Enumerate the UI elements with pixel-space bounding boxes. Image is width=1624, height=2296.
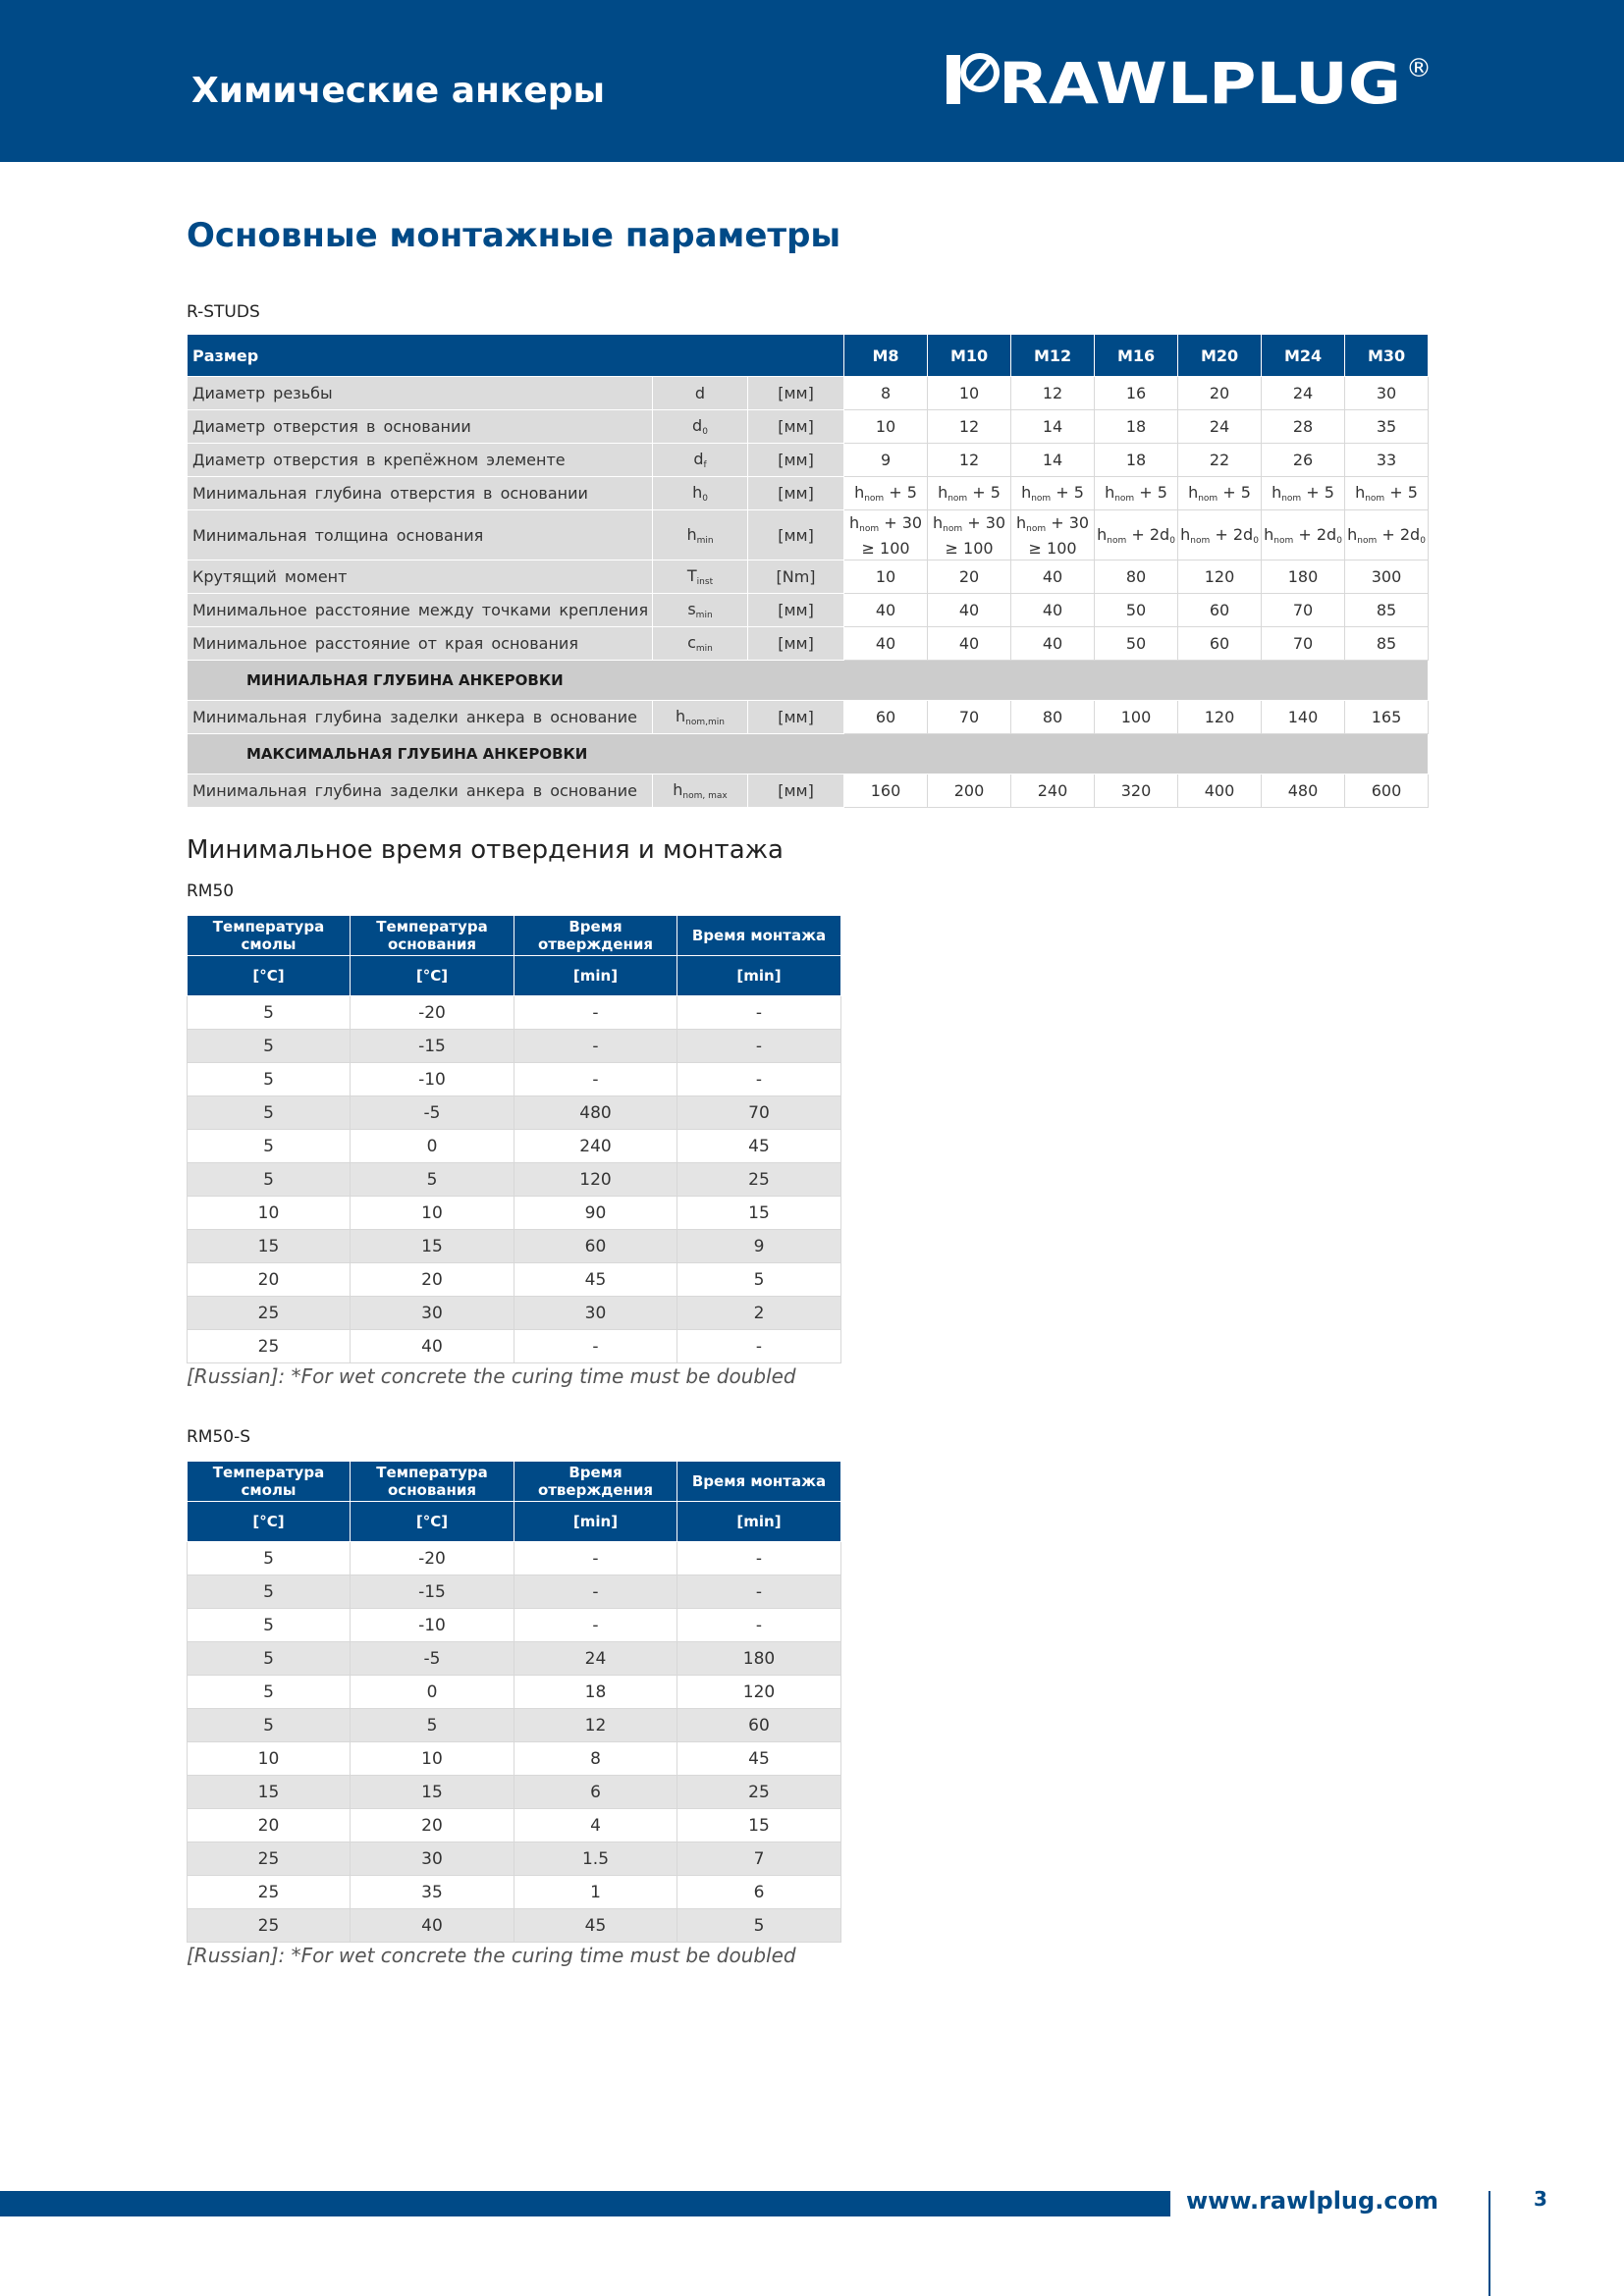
unit-header: [min] — [677, 956, 841, 996]
table-cell: -15 — [351, 1030, 514, 1063]
param-value: 22 — [1178, 444, 1262, 477]
table-cell: 0 — [351, 1130, 514, 1163]
size-col-header: M24 — [1262, 335, 1345, 377]
param-symbol: $h_{nom,min}$ — [653, 701, 748, 734]
param-value: 80 — [1095, 561, 1178, 594]
param-value: 12 — [928, 444, 1011, 477]
param-value: 33 — [1345, 444, 1429, 477]
table-cell: 25 — [188, 1330, 351, 1363]
size-col-header: M20 — [1178, 335, 1262, 377]
table-cell: - — [514, 1609, 677, 1642]
param-label: Диаметр резьбы — [188, 377, 653, 410]
param-value: $h_{nom} + 5$ — [928, 477, 1011, 510]
param-row — [188, 510, 1429, 561]
param-symbol: $h_{min}$ — [653, 510, 748, 561]
param-value: 70 — [1262, 594, 1345, 627]
param-label: Минимальное расстояние от края основания — [188, 627, 653, 661]
param-value: 12 — [1011, 377, 1095, 410]
param-symbol: $d_0$ — [653, 410, 748, 444]
column-header: Время отверждения — [514, 1462, 677, 1502]
table-cell: - — [677, 1063, 841, 1096]
param-value: 14 — [1011, 410, 1095, 444]
size-col-header: M30 — [1345, 335, 1429, 377]
table-row — [188, 1163, 841, 1197]
table-cell: - — [677, 996, 841, 1030]
param-value: $h_{nom} + 30$ ≥ 100 — [844, 510, 928, 561]
table-row — [188, 1197, 841, 1230]
table-cell: 5 — [188, 1542, 351, 1575]
table-cell: 25 — [188, 1297, 351, 1330]
param-value: 12 — [928, 410, 1011, 444]
table-cell: 240 — [514, 1130, 677, 1163]
table-row — [188, 1096, 841, 1130]
param-unit: [мм] — [748, 701, 844, 734]
table-cell: 5 — [188, 1575, 351, 1609]
param-row — [188, 444, 1429, 477]
rm50s-note: [Russian]: *For wet concrete the curing time must be doubled — [187, 1944, 796, 1967]
rm50-note: [Russian]: *For wet concrete the curing time must be doubled — [187, 1364, 796, 1388]
size-col-header: M10 — [928, 335, 1011, 377]
table-cell: 0 — [351, 1676, 514, 1709]
table-cell: 20 — [188, 1263, 351, 1297]
param-value: 160 — [844, 774, 928, 808]
table-cell: -10 — [351, 1609, 514, 1642]
table-row — [188, 1776, 841, 1809]
column-header: Время отверждения — [514, 916, 677, 956]
table-cell: 2 — [677, 1297, 841, 1330]
table-cell: 30 — [514, 1297, 677, 1330]
table-cell: 30 — [351, 1297, 514, 1330]
table-cell: 5 — [188, 1030, 351, 1063]
param-value: 10 — [928, 377, 1011, 410]
param-value: 35 — [1345, 410, 1429, 444]
unit-header: [°C] — [351, 1502, 514, 1542]
table-cell: 5 — [351, 1709, 514, 1742]
section-row — [188, 734, 1429, 774]
param-value: $h_{nom} + 2d_0$ — [1262, 510, 1345, 561]
section-row — [188, 661, 1429, 701]
table-cell: - — [514, 1575, 677, 1609]
size-header: Размер — [188, 335, 844, 377]
param-label: Минимальное расстояние между точками крепления — [188, 594, 653, 627]
unit-header: [°C] — [188, 956, 351, 996]
param-symbol: $T_{inst}$ — [653, 561, 748, 594]
rm50s-table — [187, 1461, 841, 1943]
curing-title: Минимальное время отвердения и монтажа — [187, 835, 784, 865]
param-value: $h_{nom} + 2d_0$ — [1095, 510, 1178, 561]
table-cell: -5 — [351, 1642, 514, 1676]
svg-text:RAWLPLUG: RAWLPLUG — [999, 50, 1401, 110]
unit-header: [min] — [514, 956, 677, 996]
table-cell: 1 — [514, 1876, 677, 1909]
table-cell: - — [677, 1330, 841, 1363]
param-symbol: $s_{min}$ — [653, 594, 748, 627]
table-row — [188, 1297, 841, 1330]
table-row — [188, 1542, 841, 1575]
column-header: Температура основания — [351, 916, 514, 956]
param-value: 240 — [1011, 774, 1095, 808]
param-value: $h_{nom} + 2d_0$ — [1345, 510, 1429, 561]
param-value: 300 — [1345, 561, 1429, 594]
page-number: 3 — [1534, 2187, 1547, 2211]
table-row — [188, 1609, 841, 1642]
table-row — [188, 1909, 841, 1943]
param-value: 100 — [1095, 701, 1178, 734]
param-value: 85 — [1345, 627, 1429, 661]
table-cell: - — [514, 1063, 677, 1096]
table-cell: - — [677, 1575, 841, 1609]
param-value: 30 — [1345, 377, 1429, 410]
param-unit: [мм] — [748, 410, 844, 444]
table-cell: 40 — [351, 1909, 514, 1943]
table-cell: 25 — [188, 1909, 351, 1943]
param-row — [188, 627, 1429, 661]
param-value: 20 — [928, 561, 1011, 594]
section-title: Основные монтажные параметры — [187, 216, 841, 255]
table-cell: 5 — [677, 1263, 841, 1297]
param-value: 28 — [1262, 410, 1345, 444]
table-cell: 60 — [514, 1230, 677, 1263]
rm50-caption: RM50 — [187, 881, 235, 901]
table-row — [188, 996, 841, 1030]
param-value: $h_{nom} + 5$ — [1262, 477, 1345, 510]
param-row — [188, 377, 1429, 410]
param-row — [188, 594, 1429, 627]
table-cell: -20 — [351, 996, 514, 1030]
param-row — [188, 410, 1429, 444]
param-value: $h_{nom} + 5$ — [1095, 477, 1178, 510]
table-cell: 5 — [188, 1609, 351, 1642]
table-cell: 45 — [677, 1130, 841, 1163]
table-row — [188, 1642, 841, 1676]
param-value: 20 — [1178, 377, 1262, 410]
table-row — [188, 1330, 841, 1363]
param-symbol: $d_f$ — [653, 444, 748, 477]
param-value: 24 — [1262, 377, 1345, 410]
param-unit: [Nm] — [748, 561, 844, 594]
footer-bar — [0, 2191, 1170, 2216]
rm50-table — [187, 915, 841, 1363]
table-cell: 10 — [351, 1742, 514, 1776]
table-cell: 90 — [514, 1197, 677, 1230]
table-row — [188, 1709, 841, 1742]
param-value: 14 — [1011, 444, 1095, 477]
param-value: 165 — [1345, 701, 1429, 734]
table-cell: 5 — [188, 1642, 351, 1676]
param-label: Минимальная глубина заделки анкера в основание — [188, 701, 653, 734]
param-value: 50 — [1095, 627, 1178, 661]
param-symbol: d — [653, 377, 748, 410]
table-cell: 15 — [351, 1230, 514, 1263]
table-cell: 24 — [514, 1642, 677, 1676]
table-cell: 5 — [188, 1709, 351, 1742]
param-symbol: $c_{min}$ — [653, 627, 748, 661]
unit-header: [°C] — [351, 956, 514, 996]
param-row — [188, 774, 1429, 808]
rm50s-caption: RM50-S — [187, 1427, 251, 1447]
table-cell: 5 — [188, 1063, 351, 1096]
table-cell: 480 — [514, 1096, 677, 1130]
table-cell: 45 — [514, 1909, 677, 1943]
table-cell: 5 — [188, 1163, 351, 1197]
column-header: Температура смолы — [188, 1462, 351, 1502]
table-cell: 15 — [677, 1197, 841, 1230]
param-value: 200 — [928, 774, 1011, 808]
param-value: 140 — [1262, 701, 1345, 734]
param-label: Минимальная толщина основания — [188, 510, 653, 561]
table-cell: 4 — [514, 1809, 677, 1842]
param-value: 40 — [928, 594, 1011, 627]
table-cell: -5 — [351, 1096, 514, 1130]
table-cell: 5 — [188, 1096, 351, 1130]
param-value: 18 — [1095, 410, 1178, 444]
param-value: 40 — [928, 627, 1011, 661]
param-unit: [мм] — [748, 477, 844, 510]
param-value: 16 — [1095, 377, 1178, 410]
table-cell: 6 — [677, 1876, 841, 1909]
column-header: Время монтажа — [677, 1462, 841, 1502]
table-row — [188, 1842, 841, 1876]
table-cell: 25 — [188, 1876, 351, 1909]
param-unit: [мм] — [748, 594, 844, 627]
param-value: 9 — [844, 444, 928, 477]
param-value: 400 — [1178, 774, 1262, 808]
table-row — [188, 1575, 841, 1609]
param-label: Минимальная глубина отверстия в основании — [188, 477, 653, 510]
column-header: Время монтажа — [677, 916, 841, 956]
table-cell: 10 — [188, 1197, 351, 1230]
table-cell: - — [677, 1030, 841, 1063]
param-value: 26 — [1262, 444, 1345, 477]
param-symbol: $h_{nom, max}$ — [653, 774, 748, 808]
param-value: 10 — [844, 561, 928, 594]
table-cell: - — [514, 996, 677, 1030]
column-header: Температура смолы — [188, 916, 351, 956]
table-cell: 120 — [677, 1676, 841, 1709]
table-row — [188, 1876, 841, 1909]
table-cell: 70 — [677, 1096, 841, 1130]
param-value: 320 — [1095, 774, 1178, 808]
table-row — [188, 1809, 841, 1842]
param-unit: [мм] — [748, 510, 844, 561]
studs-table — [187, 334, 1429, 808]
column-header: Температура основания — [351, 1462, 514, 1502]
param-value: 600 — [1345, 774, 1429, 808]
studs-caption: R-STUDS — [187, 302, 260, 322]
table-cell: -20 — [351, 1542, 514, 1575]
table-cell: - — [677, 1609, 841, 1642]
param-value: 10 — [844, 410, 928, 444]
table-cell: -10 — [351, 1063, 514, 1096]
table-cell: 15 — [351, 1776, 514, 1809]
param-value: $h_{nom} + 2d_0$ — [1178, 510, 1262, 561]
header-title: Химические анкеры — [191, 71, 606, 111]
section-label: МАКСИМАЛЬНАЯ ГЛУБИНА АНКЕРОВКИ — [188, 734, 1429, 774]
size-col-header: M12 — [1011, 335, 1095, 377]
param-value: 120 — [1178, 701, 1262, 734]
param-value: 70 — [1262, 627, 1345, 661]
section-label: МИНИАЛЬНАЯ ГЛУБИНА АНКЕРОВКИ — [188, 661, 1429, 701]
table-row — [188, 1742, 841, 1776]
param-value: 80 — [1011, 701, 1095, 734]
table-cell: 5 — [351, 1163, 514, 1197]
table-cell: 15 — [188, 1230, 351, 1263]
table-cell: 25 — [188, 1842, 351, 1876]
table-cell: - — [514, 1330, 677, 1363]
table-cell: 18 — [514, 1676, 677, 1709]
table-cell: 7 — [677, 1842, 841, 1876]
table-cell: 15 — [188, 1776, 351, 1809]
table-cell: 35 — [351, 1876, 514, 1909]
param-value: 40 — [1011, 627, 1095, 661]
table-cell: 15 — [677, 1809, 841, 1842]
table-cell: 5 — [188, 1676, 351, 1709]
table-cell: - — [677, 1542, 841, 1575]
param-value: $h_{nom} + 30$ ≥ 100 — [928, 510, 1011, 561]
table-row — [188, 1063, 841, 1096]
footer-url[interactable]: www.rawlplug.com — [1186, 2187, 1439, 2215]
param-row — [188, 477, 1429, 510]
param-value: $h_{nom} + 5$ — [1345, 477, 1429, 510]
table-cell: 10 — [188, 1742, 351, 1776]
table-cell: 12 — [514, 1709, 677, 1742]
param-value: 40 — [844, 594, 928, 627]
param-value: 8 — [844, 377, 928, 410]
table-row — [188, 1130, 841, 1163]
table-cell: 60 — [677, 1709, 841, 1742]
table-cell: - — [514, 1542, 677, 1575]
unit-header: [min] — [514, 1502, 677, 1542]
param-row — [188, 701, 1429, 734]
param-value: 40 — [1011, 561, 1095, 594]
table-cell: 20 — [351, 1263, 514, 1297]
table-row — [188, 1230, 841, 1263]
param-value: $h_{nom} + 5$ — [1178, 477, 1262, 510]
param-value: 70 — [928, 701, 1011, 734]
table-cell: 5 — [188, 1130, 351, 1163]
param-value: 60 — [1178, 627, 1262, 661]
table-row — [188, 1676, 841, 1709]
size-col-header: M8 — [844, 335, 928, 377]
param-label: Диаметр отверстия в основании — [188, 410, 653, 444]
param-unit: [мм] — [748, 774, 844, 808]
table-cell: 30 — [351, 1842, 514, 1876]
table-cell: 9 — [677, 1230, 841, 1263]
table-cell: -15 — [351, 1575, 514, 1609]
param-value: $h_{nom} + 5$ — [1011, 477, 1095, 510]
unit-header: [min] — [677, 1502, 841, 1542]
param-label: Диаметр отверстия в крепёжном элементе — [188, 444, 653, 477]
param-value: 60 — [844, 701, 928, 734]
table-cell: 1.5 — [514, 1842, 677, 1876]
table-cell: 45 — [514, 1263, 677, 1297]
table-cell: 45 — [677, 1742, 841, 1776]
param-value: 50 — [1095, 594, 1178, 627]
param-value: 24 — [1178, 410, 1262, 444]
table-cell: 120 — [514, 1163, 677, 1197]
table-cell: 25 — [677, 1163, 841, 1197]
param-unit: [мм] — [748, 627, 844, 661]
table-cell: 8 — [514, 1742, 677, 1776]
unit-header: [°C] — [188, 1502, 351, 1542]
param-symbol: $h_0$ — [653, 477, 748, 510]
param-unit: [мм] — [748, 444, 844, 477]
param-row — [188, 561, 1429, 594]
table-cell: 5 — [677, 1909, 841, 1943]
table-cell: 180 — [677, 1642, 841, 1676]
param-value: $h_{nom} + 30$ ≥ 100 — [1011, 510, 1095, 561]
size-col-header: M16 — [1095, 335, 1178, 377]
param-unit: [мм] — [748, 377, 844, 410]
table-cell: 20 — [188, 1809, 351, 1842]
param-value: 120 — [1178, 561, 1262, 594]
param-value: 60 — [1178, 594, 1262, 627]
table-cell: - — [514, 1030, 677, 1063]
table-cell: 5 — [188, 996, 351, 1030]
param-label: Крутящий момент — [188, 561, 653, 594]
param-value: 85 — [1345, 594, 1429, 627]
table-cell: 25 — [677, 1776, 841, 1809]
table-row — [188, 1030, 841, 1063]
param-label: Минимальная глубина заделки анкера в основание — [188, 774, 653, 808]
param-value: 480 — [1262, 774, 1345, 808]
param-value: 180 — [1262, 561, 1345, 594]
table-cell: 10 — [351, 1197, 514, 1230]
rawlplug-logo — [945, 49, 1435, 110]
footer-divider — [1489, 2191, 1490, 2296]
table-cell: 40 — [351, 1330, 514, 1363]
svg-text:®: ® — [1406, 54, 1432, 83]
table-cell: 20 — [351, 1809, 514, 1842]
param-value: $h_{nom} + 5$ — [844, 477, 928, 510]
table-cell: 6 — [514, 1776, 677, 1809]
table-row — [188, 1263, 841, 1297]
param-value: 40 — [844, 627, 928, 661]
param-value: 18 — [1095, 444, 1178, 477]
param-value: 40 — [1011, 594, 1095, 627]
